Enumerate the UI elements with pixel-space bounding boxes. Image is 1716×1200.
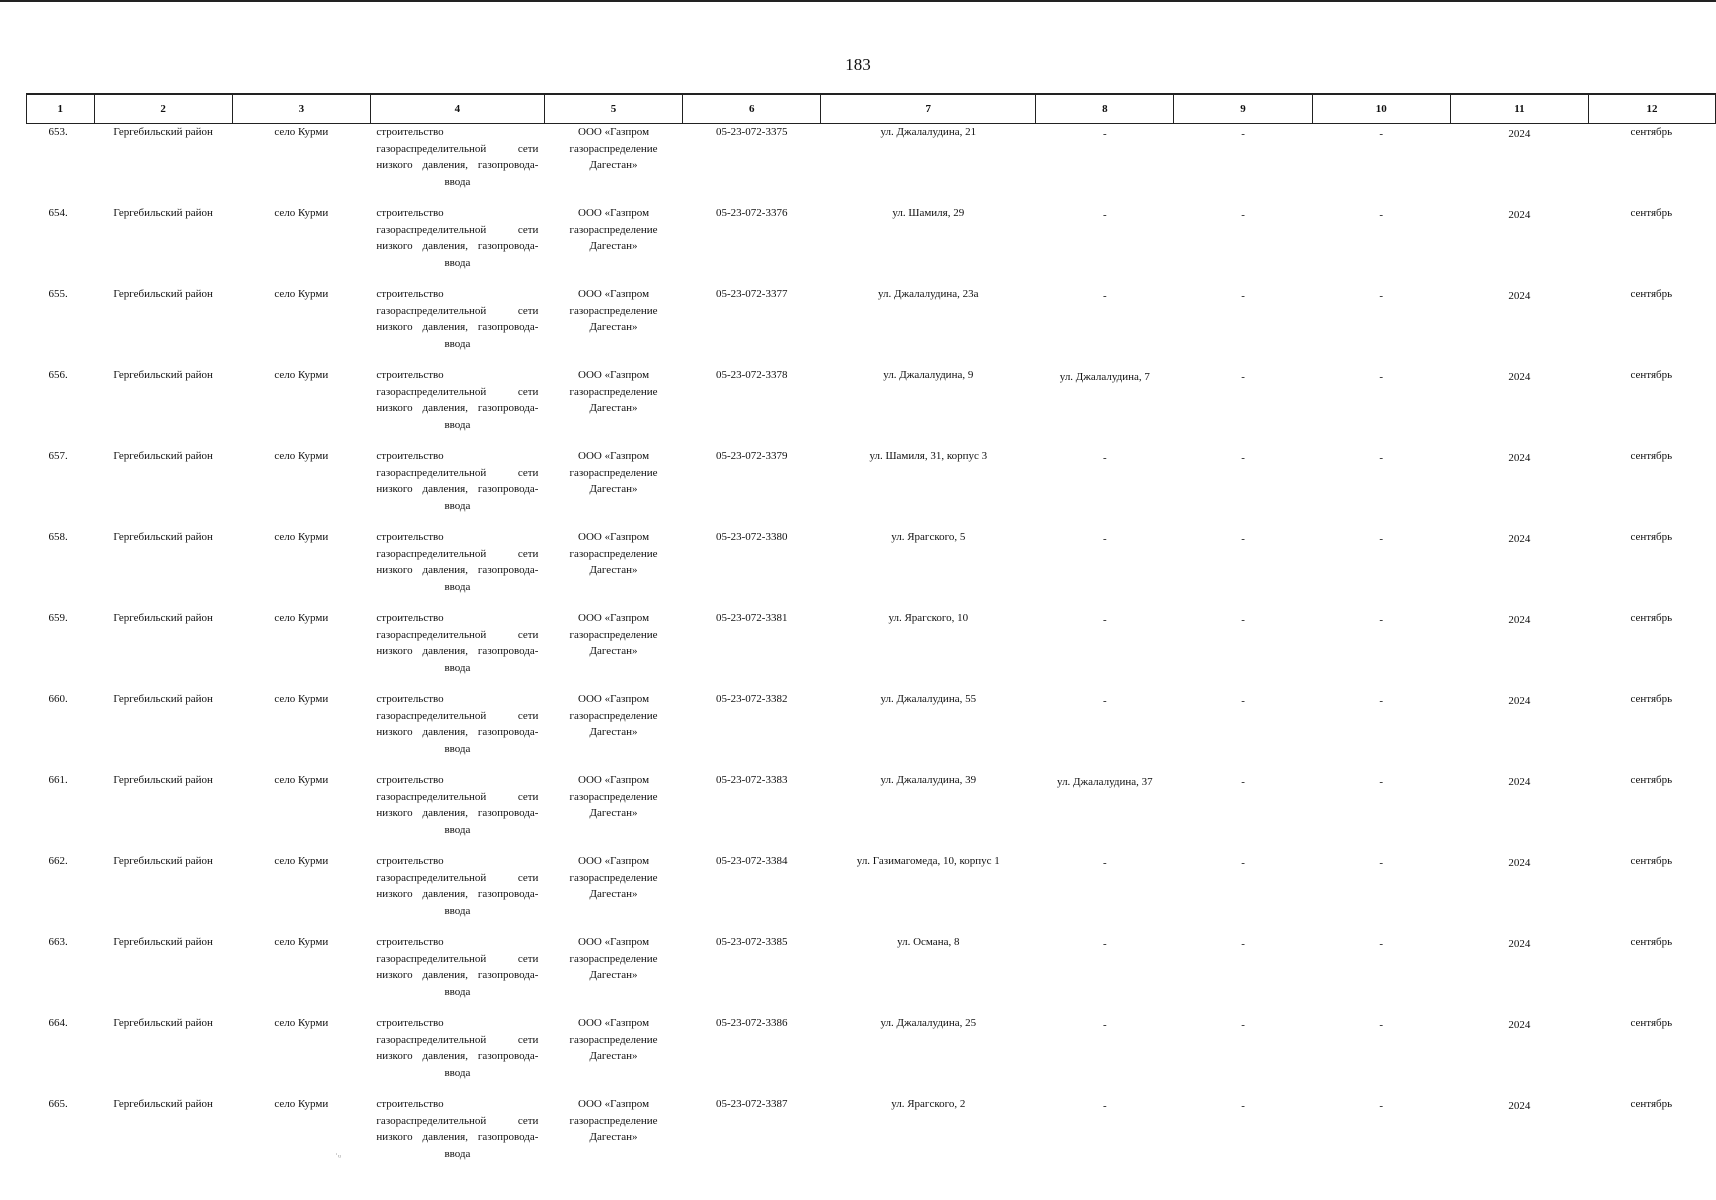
- address-cell: ул. Шамиля, 29: [892, 207, 965, 219]
- address-cell: ул. Джалалудина, 9: [883, 369, 974, 381]
- extra-address-cell: -: [1103, 695, 1107, 707]
- table-row: [27, 610, 1716, 691]
- operator-cell: ООО «Газпром газораспределение Дагестан»: [569, 450, 658, 495]
- column-9-cell: -: [1241, 857, 1245, 869]
- column-header-7: 7: [821, 94, 1036, 124]
- extra-address-cell: -: [1103, 452, 1107, 464]
- work-description-cell: строительство газораспределительной сети низкого давления, газопровода-ввода: [376, 855, 539, 917]
- column-header-10: 10: [1312, 94, 1450, 124]
- table-row: [27, 529, 1716, 610]
- object-code-cell: 05-23-072-3382: [715, 693, 788, 705]
- table-row: [27, 367, 1716, 448]
- extra-address-cell: -: [1103, 1019, 1107, 1031]
- address-cell: ул. Ярагского, 10: [888, 612, 969, 624]
- column-9-cell: -: [1241, 614, 1245, 626]
- operator-cell: ООО «Газпром газораспределение Дагестан»: [569, 693, 658, 738]
- table-row: [27, 286, 1716, 367]
- table-row: [27, 772, 1716, 853]
- row-number: 664.: [48, 1017, 68, 1029]
- column-9-cell: -: [1241, 533, 1245, 545]
- object-code-cell: 05-23-072-3375: [715, 126, 788, 138]
- year-cell: 2024: [1508, 1100, 1531, 1112]
- address-cell: ул. Джалалудина, 55: [880, 693, 977, 705]
- extra-address-cell: -: [1103, 290, 1107, 302]
- work-description-cell: строительство газораспределительной сети низкого давления, газопровода-ввода: [376, 1098, 539, 1160]
- column-9-cell: -: [1241, 209, 1245, 221]
- table-body: [27, 124, 1716, 1178]
- column-9-cell: -: [1241, 290, 1245, 302]
- column-9-cell: -: [1241, 776, 1245, 788]
- year-cell: 2024: [1508, 290, 1531, 302]
- locality-cell: село Курми: [274, 855, 329, 867]
- extra-address-cell: -: [1103, 209, 1107, 221]
- extra-address-cell: -: [1103, 938, 1107, 950]
- year-cell: 2024: [1508, 452, 1531, 464]
- column-10-cell: -: [1379, 290, 1384, 302]
- column-10-cell: -: [1379, 371, 1384, 383]
- row-number: 654.: [48, 207, 68, 219]
- district-cell: Гергебильский район: [113, 693, 213, 705]
- object-code-cell: 05-23-072-3386: [715, 1017, 788, 1029]
- column-header-2: 2: [94, 94, 232, 124]
- extra-address-cell: -: [1103, 128, 1107, 140]
- object-code-cell: 05-23-072-3384: [715, 855, 788, 867]
- column-10-cell: -: [1379, 614, 1384, 626]
- column-9-cell: -: [1241, 1019, 1245, 1031]
- district-cell: Гергебильский район: [113, 531, 213, 543]
- district-cell: Гергебильский район: [113, 855, 213, 867]
- table-row: [27, 853, 1716, 934]
- address-cell: ул. Джалалудина, 23а: [878, 288, 979, 300]
- column-10-cell: -: [1379, 776, 1384, 788]
- column-header-12: 12: [1589, 94, 1716, 124]
- column-10-cell: -: [1379, 857, 1384, 869]
- district-cell: Гергебильский район: [113, 612, 213, 624]
- column-9-cell: -: [1241, 371, 1245, 383]
- locality-cell: село Курми: [274, 369, 329, 381]
- operator-cell: ООО «Газпром газораспределение Дагестан»: [569, 288, 658, 333]
- year-cell: 2024: [1508, 209, 1531, 221]
- table-row: [27, 691, 1716, 772]
- row-number: 659.: [48, 612, 68, 624]
- address-cell: ул. Газимагомеда, 10, корпус 1: [856, 855, 1000, 867]
- locality-cell: село Курми: [274, 774, 329, 786]
- year-cell: 2024: [1508, 1019, 1531, 1031]
- operator-cell: ООО «Газпром газораспределение Дагестан»: [569, 936, 658, 981]
- month-cell: сентябрь: [1630, 288, 1673, 300]
- month-cell: сентябрь: [1630, 612, 1673, 624]
- year-cell: 2024: [1508, 128, 1531, 140]
- column-header-6: 6: [683, 94, 821, 124]
- column-header-1: 1: [27, 94, 95, 124]
- object-code-cell: 05-23-072-3385: [715, 936, 788, 948]
- year-cell: 2024: [1508, 776, 1531, 788]
- column-9-cell: -: [1241, 938, 1245, 950]
- address-cell: ул. Шамиля, 31, корпус 3: [869, 450, 988, 462]
- column-9-cell: -: [1241, 695, 1245, 707]
- extra-address-cell: -: [1103, 1100, 1107, 1112]
- row-number: 658.: [48, 531, 68, 543]
- operator-cell: ООО «Газпром газораспределение Дагестан»: [569, 774, 658, 819]
- header-row: [27, 94, 1716, 124]
- column-10-cell: -: [1379, 452, 1384, 464]
- column-10-cell: -: [1379, 1019, 1384, 1031]
- column-9-cell: -: [1241, 1100, 1245, 1112]
- operator-cell: ООО «Газпром газораспределение Дагестан»: [569, 531, 658, 576]
- year-cell: 2024: [1508, 371, 1531, 383]
- year-cell: 2024: [1508, 695, 1531, 707]
- row-number: 660.: [48, 693, 68, 705]
- object-code-cell: 05-23-072-3376: [715, 207, 788, 219]
- work-description-cell: строительство газораспределительной сети низкого давления, газопровода-ввода: [376, 612, 539, 674]
- column-10-cell: -: [1379, 533, 1384, 545]
- work-description-cell: строительство газораспределительной сети низкого давления, газопровода-ввода: [376, 207, 539, 269]
- object-code-cell: 05-23-072-3381: [715, 612, 788, 624]
- column-header-4: 4: [370, 94, 544, 124]
- scan-artifact: ˙ᵘ: [335, 1152, 341, 1162]
- column-10-cell: -: [1379, 938, 1384, 950]
- row-number: 655.: [48, 288, 68, 300]
- page-number: 183: [845, 55, 871, 74]
- year-cell: 2024: [1508, 533, 1531, 545]
- object-code-cell: 05-23-072-3380: [715, 531, 788, 543]
- operator-cell: ООО «Газпром газораспределение Дагестан»: [569, 126, 658, 171]
- object-code-cell: 05-23-072-3379: [715, 450, 788, 462]
- district-cell: Гергебильский район: [113, 1017, 213, 1029]
- object-code-cell: 05-23-072-3387: [715, 1098, 788, 1110]
- row-number: 656.: [48, 369, 68, 381]
- address-cell: ул. Ярагского, 5: [891, 531, 966, 543]
- table-row: [27, 124, 1716, 206]
- row-number: 653.: [48, 126, 68, 138]
- top-border-line: [0, 0, 1716, 2]
- column-header-5: 5: [544, 94, 682, 124]
- extra-address-cell: -: [1103, 614, 1107, 626]
- district-cell: Гергебильский район: [113, 1098, 213, 1110]
- locality-cell: село Курми: [274, 1098, 329, 1110]
- locality-cell: село Курми: [274, 450, 329, 462]
- extra-address-cell: -: [1103, 533, 1107, 545]
- table-row: [27, 1015, 1716, 1096]
- month-cell: сентябрь: [1630, 855, 1673, 867]
- work-description-cell: строительство газораспределительной сети низкого давления, газопровода-ввода: [376, 936, 539, 998]
- table-row: [27, 448, 1716, 529]
- object-code-cell: 05-23-072-3383: [715, 774, 788, 786]
- column-header-3: 3: [232, 94, 370, 124]
- row-number: 663.: [48, 936, 68, 948]
- locality-cell: село Курми: [274, 612, 329, 624]
- column-9-cell: -: [1241, 128, 1245, 140]
- row-number: 662.: [48, 855, 68, 867]
- column-10-cell: -: [1379, 1100, 1384, 1112]
- district-cell: Гергебильский район: [113, 288, 213, 300]
- work-description-cell: строительство газораспределительной сети низкого давления, газопровода-ввода: [376, 774, 539, 836]
- month-cell: сентябрь: [1630, 693, 1673, 705]
- row-number: 665.: [48, 1098, 68, 1110]
- district-cell: Гергебильский район: [113, 126, 213, 138]
- gas-connection-register-table: [26, 93, 1716, 1177]
- locality-cell: село Курми: [274, 207, 329, 219]
- row-number: 657.: [48, 450, 68, 462]
- locality-cell: село Курми: [274, 126, 329, 138]
- extra-address-cell: ул. Джалалудина, 7: [1059, 371, 1150, 383]
- column-header-9: 9: [1174, 94, 1312, 124]
- object-code-cell: 05-23-072-3377: [715, 288, 788, 300]
- address-cell: ул. Джалалудина, 39: [880, 774, 977, 786]
- month-cell: сентябрь: [1630, 1017, 1673, 1029]
- row-number: 661.: [48, 774, 68, 786]
- locality-cell: село Курми: [274, 288, 329, 300]
- object-code-cell: 05-23-072-3378: [715, 369, 788, 381]
- month-cell: сентябрь: [1630, 207, 1673, 219]
- work-description-cell: строительство газораспределительной сети низкого давления, газопровода-ввода: [376, 369, 539, 431]
- column-header-11: 11: [1450, 94, 1588, 124]
- extra-address-cell: ул. Джалалудина, 37: [1057, 776, 1153, 788]
- work-description-cell: строительство газораспределительной сети низкого давления, газопровода-ввода: [376, 1017, 539, 1079]
- month-cell: сентябрь: [1630, 369, 1673, 381]
- operator-cell: ООО «Газпром газораспределение Дагестан»: [569, 855, 658, 900]
- locality-cell: село Курми: [274, 1017, 329, 1029]
- operator-cell: ООО «Газпром газораспределение Дагестан»: [569, 1098, 658, 1143]
- column-10-cell: -: [1379, 695, 1384, 707]
- operator-cell: ООО «Газпром газораспределение Дагестан»: [569, 369, 658, 414]
- month-cell: сентябрь: [1630, 936, 1673, 948]
- work-description-cell: строительство газораспределительной сети низкого давления, газопровода-ввода: [376, 288, 539, 350]
- operator-cell: ООО «Газпром газораспределение Дагестан»: [569, 1017, 658, 1062]
- locality-cell: село Курми: [274, 693, 329, 705]
- work-description-cell: строительство газораспределительной сети низкого давления, газопровода-ввода: [376, 531, 539, 593]
- operator-cell: ООО «Газпром газораспределение Дагестан»: [569, 207, 658, 252]
- address-cell: ул. Ярагского, 2: [891, 1098, 966, 1110]
- year-cell: 2024: [1508, 614, 1531, 626]
- table-row: [27, 934, 1716, 1015]
- district-cell: Гергебильский район: [113, 369, 213, 381]
- year-cell: 2024: [1508, 938, 1531, 950]
- month-cell: сентябрь: [1630, 531, 1673, 543]
- locality-cell: село Курми: [274, 936, 329, 948]
- operator-cell: ООО «Газпром газораспределение Дагестан»: [569, 612, 658, 657]
- column-10-cell: -: [1379, 209, 1384, 221]
- extra-address-cell: -: [1103, 857, 1107, 869]
- work-description-cell: строительство газораспределительной сети низкого давления, газопровода-ввода: [376, 693, 539, 755]
- address-cell: ул. Османа, 8: [897, 936, 960, 948]
- column-header-8: 8: [1036, 94, 1174, 124]
- address-cell: ул. Джалалудина, 21: [880, 126, 977, 138]
- district-cell: Гергебильский район: [113, 450, 213, 462]
- address-cell: ул. Джалалудина, 25: [880, 1017, 977, 1029]
- month-cell: сентябрь: [1630, 1098, 1673, 1110]
- column-9-cell: -: [1241, 452, 1245, 464]
- work-description-cell: строительство газораспределительной сети низкого давления, газопровода-ввода: [376, 126, 539, 188]
- locality-cell: село Курми: [274, 531, 329, 543]
- district-cell: Гергебильский район: [113, 936, 213, 948]
- work-description-cell: строительство газораспределительной сети низкого давления, газопровода-ввода: [376, 450, 539, 512]
- month-cell: сентябрь: [1630, 450, 1673, 462]
- district-cell: Гергебильский район: [113, 774, 213, 786]
- table-row: [27, 205, 1716, 286]
- table-row: [27, 1096, 1716, 1177]
- month-cell: сентябрь: [1630, 126, 1673, 138]
- district-cell: Гергебильский район: [113, 207, 213, 219]
- year-cell: 2024: [1508, 857, 1531, 869]
- month-cell: сентябрь: [1630, 774, 1673, 786]
- column-10-cell: -: [1379, 128, 1384, 140]
